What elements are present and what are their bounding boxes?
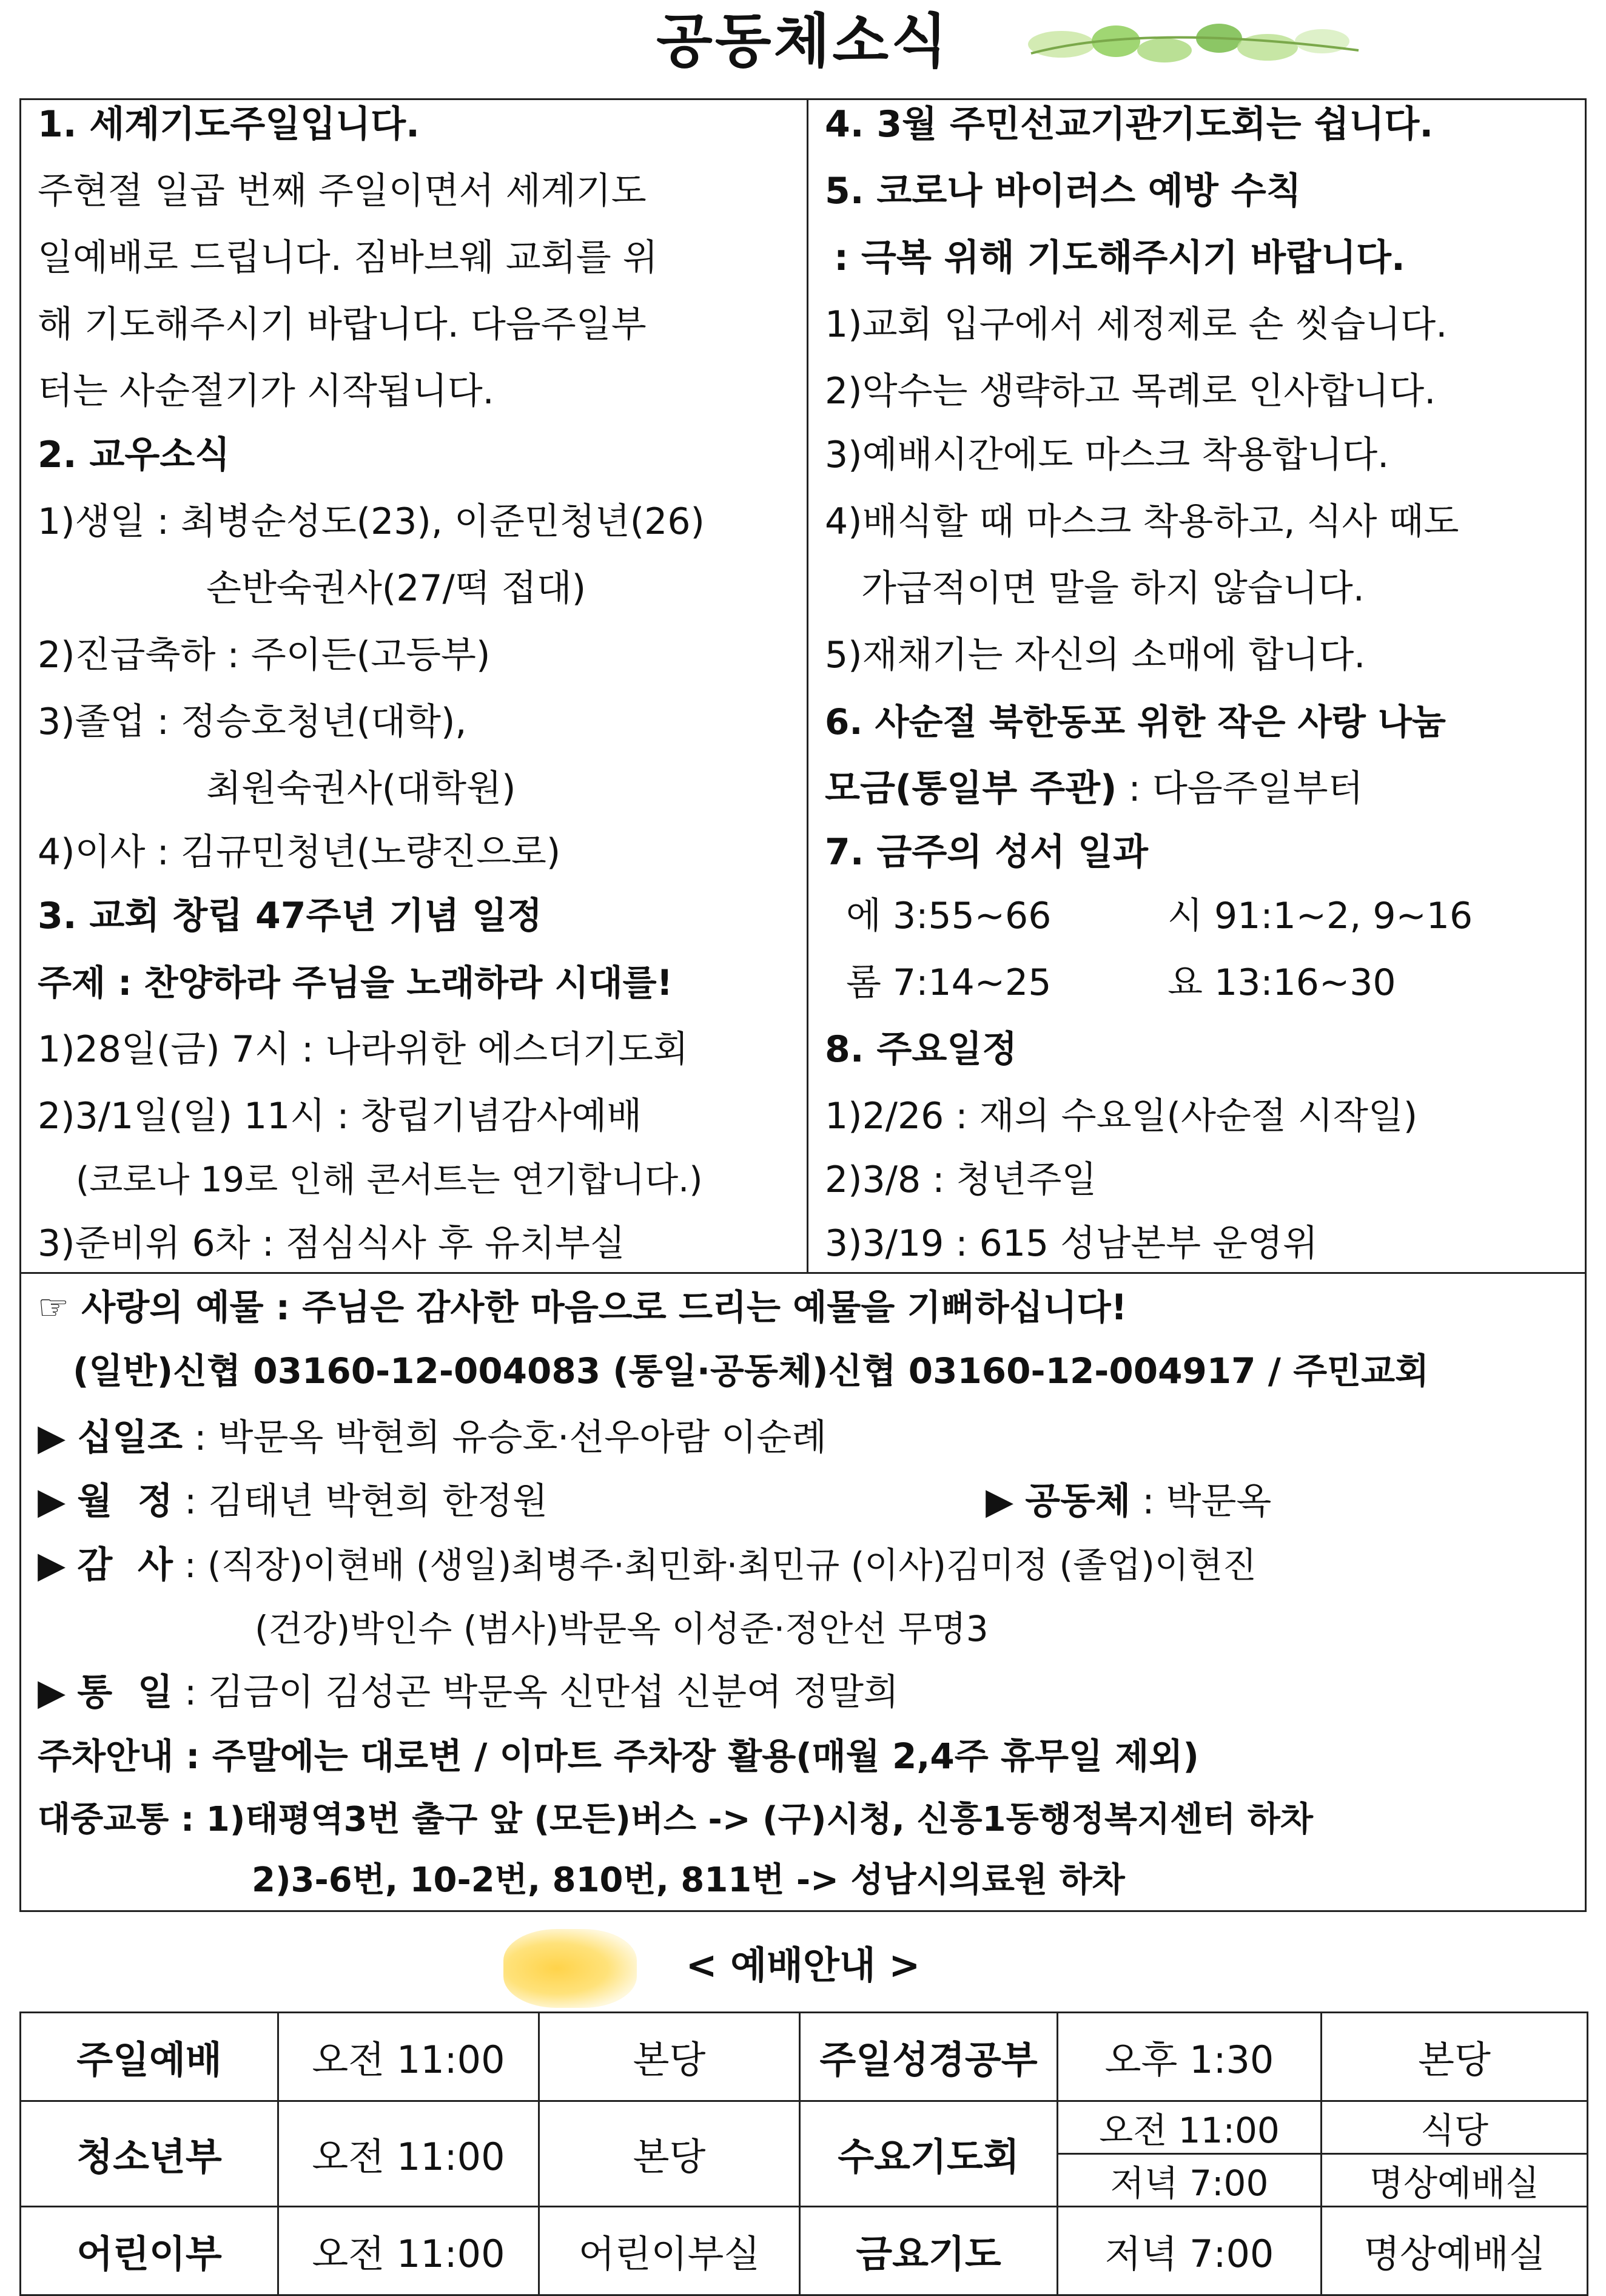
- section-1-text: 터는 사순절기가 시작됩니다.: [38, 370, 494, 412]
- thanks-label: 감 사: [77, 1544, 173, 1586]
- section-2-item: 최원숙권사(대학원): [206, 767, 516, 810]
- service-time: 저녁 7:00: [1058, 2207, 1322, 2295]
- section-6-sub-bold: 모금(통일부 주관): [825, 767, 1117, 810]
- pointing-hand-icon: ☞: [38, 1287, 69, 1328]
- section-1-text: 해 기도해주시기 바랍니다. 다음주일부: [38, 303, 647, 346]
- service-time: 오전 11:00: [278, 2207, 539, 2295]
- section-1-text: 일예배로 드립니다. 짐바브웨 교회를 위: [38, 237, 658, 279]
- unity-names: : 김금이 김성곤 박문옥 신만섭 신분여 정말희: [184, 1671, 899, 1714]
- schedule-item: 1)2/26 : 재의 수요일(사순절 시작일): [825, 1095, 1418, 1137]
- section-7-heading: 7. 금주의 성서 일과: [825, 831, 1148, 874]
- section-4-heading: 4. 3월 주민선교기관기도회는 쉽니다.: [825, 103, 1434, 146]
- offering-heading-line: [38, 1277, 1127, 1338]
- bible-reading: 에 3:55~66: [846, 895, 1052, 937]
- community-label: 공동체: [1025, 1480, 1131, 1523]
- section-8-heading: 8. 주요일정: [825, 1028, 1018, 1071]
- service-name: 주일성경공부: [800, 2013, 1058, 2101]
- thanks-names-cont: (건강)박인수 (범사)박문옥 이성준·정안선 무명3: [255, 1608, 989, 1649]
- section-5-heading: 5. 코로나 바이러스 예방 수칙: [825, 170, 1302, 212]
- page-title: 공동체소식: [656, 7, 950, 75]
- section-5-subheading: : 극복 위해 기도해주시기 바랍니다.: [834, 237, 1405, 279]
- parking-info: 주차안내 : 주말에는 대로변 / 이마트 주차장 활용(매월 2,4주 휴무일 제외): [38, 1735, 1199, 1777]
- service-place: 본당: [1322, 2013, 1588, 2101]
- service-schedule-table: [19, 2012, 1588, 2296]
- section-5-item: 2)악수는 생략하고 목례로 인사합니다.: [825, 370, 1436, 412]
- section-1-heading: 1. 세계기도주일입니다.: [38, 103, 420, 146]
- service-name: 청소년부: [21, 2101, 278, 2207]
- monthly-label: 월 정: [77, 1480, 173, 1523]
- section-2-item: 1)생일 : 최병순성도(23), 이준민청년(26): [38, 500, 705, 543]
- bank-account: (일반)신협 03160-12-004083 (통일·공동체)신협 03160-12-004917 / 주민교회: [73, 1350, 1430, 1392]
- section-5-item: 4)배식할 때 마스크 착용하고, 식사 때도: [825, 500, 1459, 543]
- section-2-item: 4)이사 : 김규민청년(노량진으로): [38, 831, 561, 874]
- section-6-subheading: [825, 758, 1363, 819]
- section-2-item: 손반숙권사(27/떡 접대): [206, 567, 586, 610]
- bible-reading: 시 91:1~2, 9~16: [1168, 895, 1473, 937]
- section-3-item: 3)준비위 6차 : 점심식사 후 유치부실: [38, 1222, 625, 1265]
- transit-info: 대중교통 : 1)태평역3번 출구 앞 (모든)버스 -> (구)시청, 신흥1동행정복지센터 하차: [38, 1800, 1313, 1839]
- thanks-names: : (직장)이현배 (생일)최병주·최민화·최민규 (이사)김미정 (졸업)이현진: [184, 1544, 1257, 1586]
- bullet-icon: ▶: [38, 1480, 66, 1523]
- transit-info-cont: 2)3-6번, 10-2번, 810번, 811번 -> 성남시의료원 하차: [252, 1860, 1125, 1900]
- service-place: 명상예배실: [1322, 2154, 1588, 2207]
- schedule-item: 2)3/8 : 청년주일: [825, 1159, 1097, 1201]
- bullet-icon: ▶: [38, 1416, 66, 1459]
- service-place: 식당: [1322, 2101, 1588, 2154]
- section-2-item: 3)졸업 : 정승호청년(대학),: [38, 701, 467, 743]
- service-time: 오전 11:00: [1058, 2101, 1322, 2154]
- service-time: 오전 11:00: [278, 2101, 539, 2207]
- section-3-item: 2)3/1일(일) 11시 : 창립기념감사예배: [38, 1095, 642, 1137]
- section-5-item: 가급적이면 말을 하지 않습니다.: [861, 567, 1365, 610]
- service-place: 어린이부실: [539, 2207, 800, 2295]
- section-2-item: 2)진급축하 : 주이든(고등부): [38, 634, 491, 676]
- section-5-item: 5)재채기는 자신의 소매에 합니다.: [825, 634, 1366, 676]
- community-names: : 박문옥: [1142, 1480, 1272, 1523]
- service-time: 오후 1:30: [1058, 2013, 1322, 2101]
- services-title: < 예배안내 >: [685, 1943, 921, 1987]
- service-time: 오전 11:00: [278, 2013, 539, 2101]
- service-name: 어린이부: [21, 2207, 278, 2295]
- service-name: 수요기도회: [800, 2101, 1058, 2207]
- monthly-names: : 김태년 박현희 한정원: [184, 1480, 548, 1523]
- leaf-decoration-icon: [1025, 17, 1365, 72]
- section-5-item: 1)교회 입구에서 세정제로 손 씻습니다.: [825, 303, 1448, 346]
- tithe-label: 십일조: [77, 1416, 183, 1459]
- unity-row: [38, 1662, 899, 1723]
- section-3-item: 1)28일(금) 7시 : 나라위한 에스더기도회: [38, 1028, 688, 1071]
- service-place: 본당: [539, 2101, 800, 2207]
- service-place: 명상예배실: [1322, 2207, 1588, 2295]
- community-row: [986, 1471, 1271, 1532]
- monthly-row: [38, 1471, 548, 1532]
- service-place: 본당: [539, 2013, 800, 2101]
- section-6-heading: 6. 사순절 북한동포 위한 작은 사랑 나눔: [825, 701, 1446, 742]
- service-name: 금요기도: [800, 2207, 1058, 2295]
- section-1-text: 주현절 일곱 번째 주일이면서 세계기도: [38, 170, 647, 212]
- column-divider: [807, 98, 808, 1272]
- unity-label: 통 일: [77, 1671, 173, 1714]
- section-5-item: 3)예배시간에도 마스크 착용합니다.: [825, 434, 1389, 476]
- section-3-item: (코로나 19로 인해 콘서트는 연기합니다.): [76, 1160, 703, 1200]
- bible-reading: 롬 7:14~25: [846, 961, 1052, 1004]
- tithe-names: : 박문옥 박현희 유승호·선우아람 이순례: [194, 1416, 827, 1459]
- section-2-heading: 2. 교우소식: [38, 434, 230, 476]
- service-time: 저녁 7:00: [1058, 2154, 1322, 2207]
- tithe-row: [38, 1407, 827, 1468]
- section-3-heading: 3. 교회 창립 47주년 기념 일정: [38, 895, 543, 937]
- section-6-sub-rest: : 다음주일부터: [1117, 767, 1363, 810]
- bible-reading: 요 13:16~30: [1168, 961, 1396, 1004]
- bullet-icon: ▶: [38, 1671, 66, 1714]
- offering-heading: 사랑의 예물 : 주님은 감사한 마음으로 드리는 예물을 기뻐하십니다!: [81, 1287, 1127, 1328]
- bullet-icon: ▶: [38, 1544, 66, 1586]
- bullet-icon: ▶: [986, 1480, 1014, 1523]
- service-name: 주일예배: [21, 2013, 278, 2101]
- section-3-theme: 주제 : 찬양하라 주님을 노래하라 시대를!: [38, 962, 673, 1003]
- schedule-item: 3)3/19 : 615 성남본부 운영위: [825, 1222, 1319, 1265]
- thanks-row: [38, 1535, 1257, 1595]
